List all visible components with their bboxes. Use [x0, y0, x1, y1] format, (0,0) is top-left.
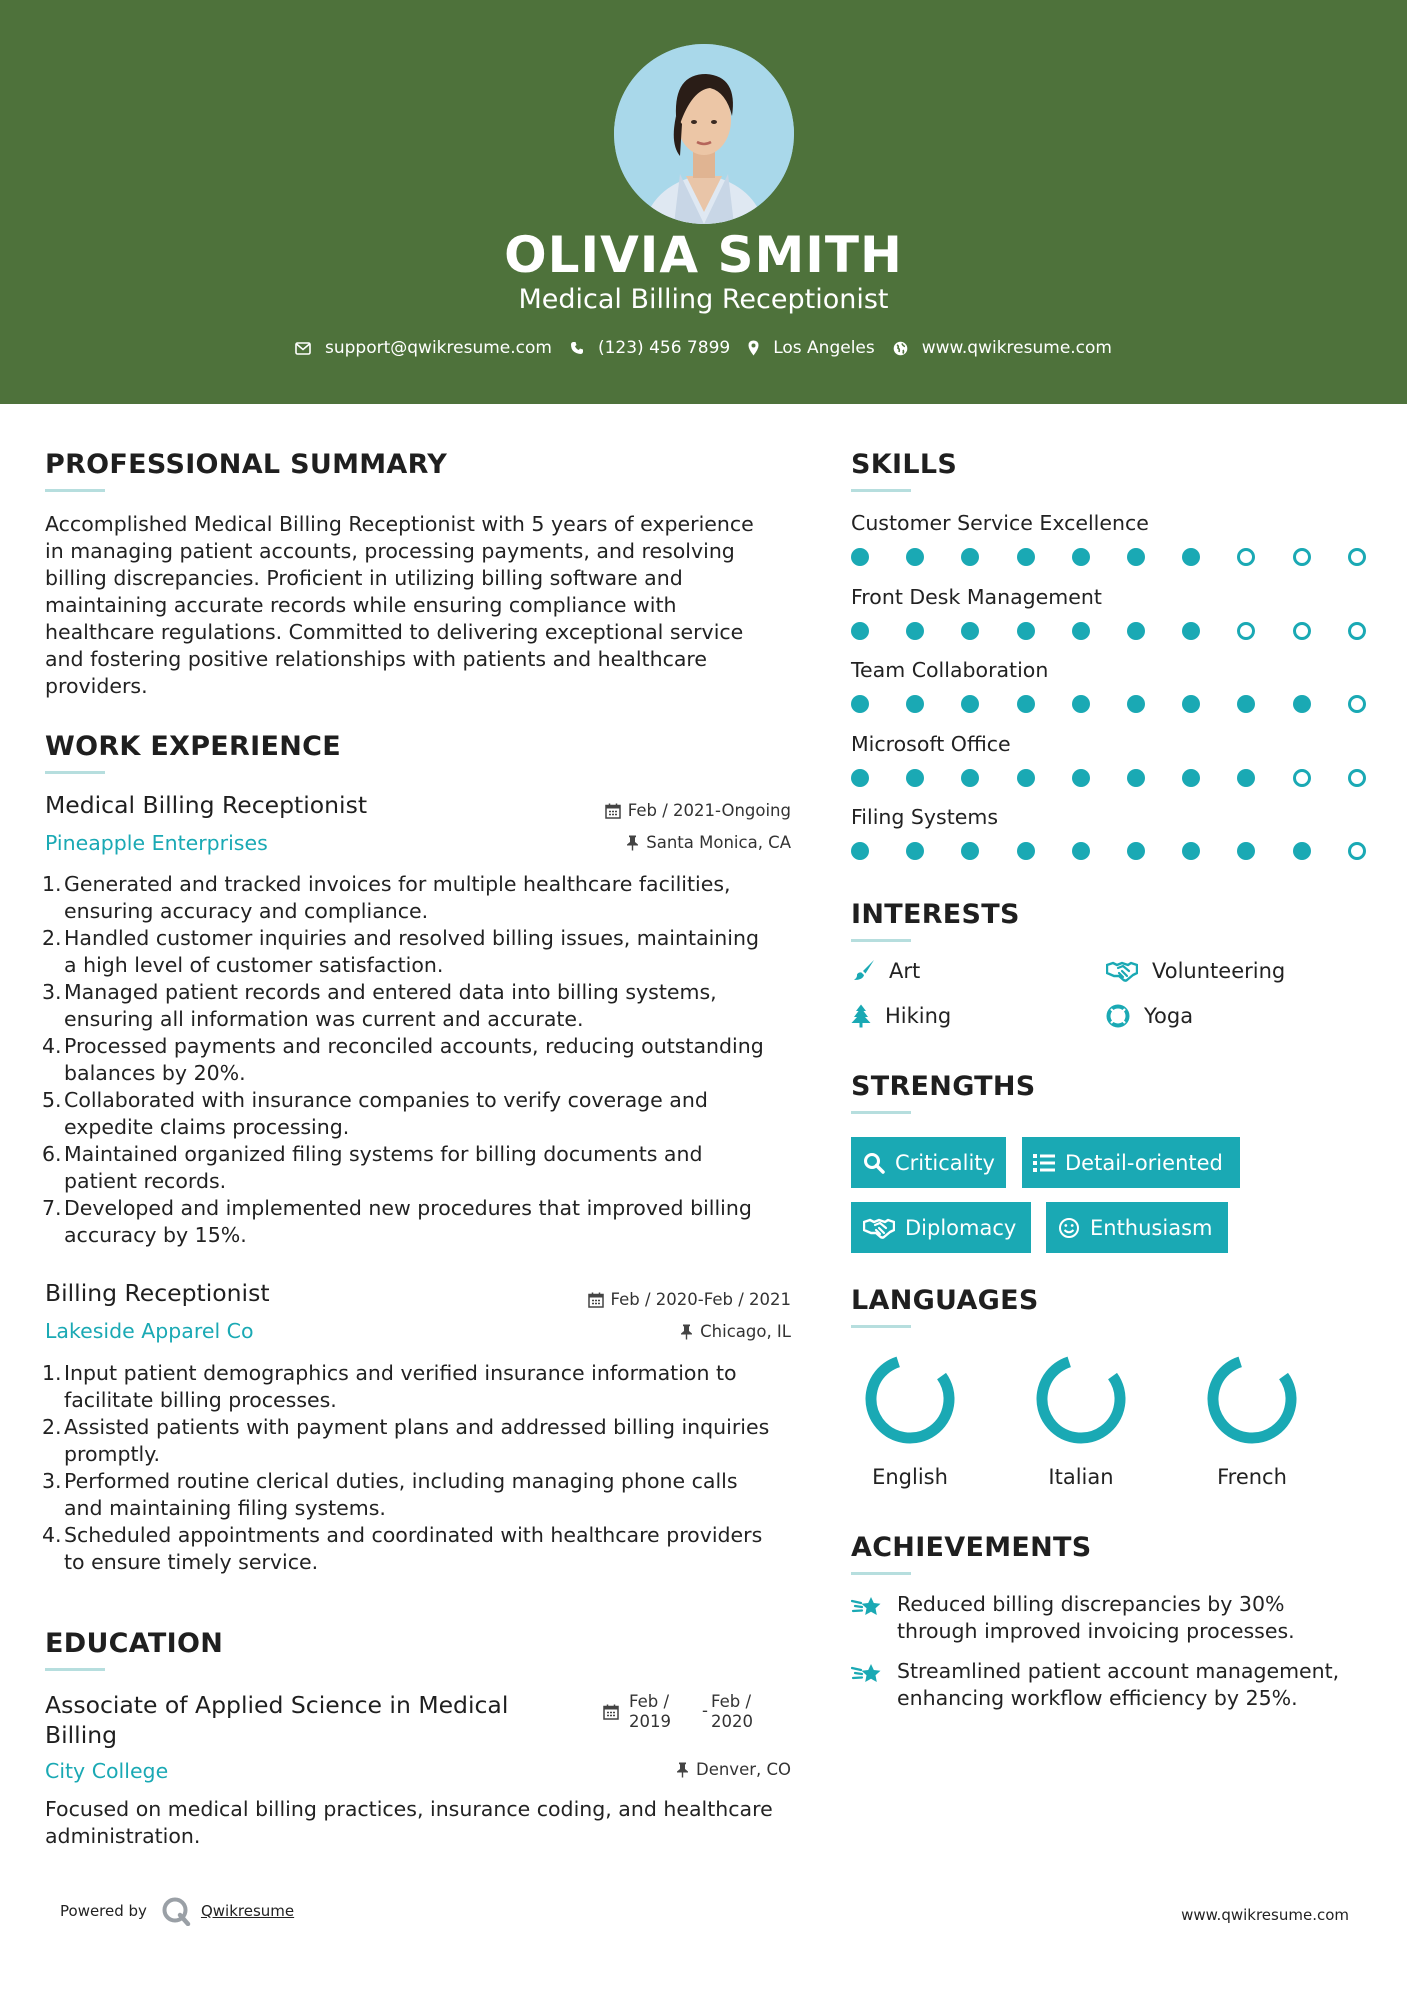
rating-dot-filled [1017, 842, 1035, 860]
interest-label: Hiking [885, 1004, 952, 1028]
contact-bar [0, 338, 1407, 358]
rating-dot-filled [961, 842, 979, 860]
interests-heading: INTERESTS [851, 899, 1020, 930]
degree-line: Associate of Applied Science in Medical [45, 1691, 509, 1719]
bullet-line: balances by 20%. [64, 1061, 246, 1085]
rating-dot-filled [906, 769, 924, 787]
bullet-line: and maintaining filing systems. [64, 1496, 386, 1520]
bullet-line: patient records. [64, 1169, 227, 1193]
rating-dot-filled [1293, 695, 1311, 713]
bullet-line: Generated and tracked invoices for multiple healthcare facilities, [64, 872, 731, 896]
description-line: Focused on medical billing practices, insurance coding, and healthcare [45, 1797, 773, 1821]
achievements-heading: ACHIEVEMENTS [851, 1532, 1092, 1563]
interest-item-hiking [851, 1004, 951, 1028]
language-ring-arc [1027, 1345, 1136, 1454]
school-name[interactable]: City College [45, 1759, 169, 1783]
rating-dot-filled [1072, 769, 1090, 787]
rating-dot-empty [1293, 548, 1311, 566]
skill-rating [851, 693, 1361, 715]
calendar-icon [603, 1704, 619, 1720]
summary-heading: PROFESSIONAL SUMMARY [45, 449, 448, 480]
language-ring-arc [856, 1345, 965, 1454]
rating-dot-filled [961, 695, 979, 713]
rating-dot-empty [1348, 842, 1366, 860]
rating-dot-filled [1182, 622, 1200, 640]
achievement-item [851, 1658, 1381, 1712]
qwikresume-logo-icon [161, 1896, 191, 1926]
language-label: French [1217, 1465, 1287, 1489]
achievement-line: Streamlined patient account management, [897, 1659, 1340, 1683]
job-dates [605, 801, 791, 820]
rating-dot-filled [1017, 622, 1035, 640]
pushpin-icon [680, 1324, 693, 1340]
achievement-text [897, 1658, 1339, 1712]
bullet-line: accuracy by 15%. [64, 1223, 247, 1247]
smile-icon [1058, 1217, 1080, 1239]
rating-dot-filled [1127, 769, 1145, 787]
achievement-line: enhancing workflow efficiency by 25%. [897, 1686, 1298, 1710]
rating-dot-filled [1072, 695, 1090, 713]
bullet-line: Processed payments and reconciled accounts, reducing outstanding [64, 1034, 764, 1058]
list-item: 4. Processed payments and reconciled accounts, reducing outstanding balances by 20%. [45, 1033, 805, 1087]
map-pin-icon [748, 340, 759, 356]
rating-dot-filled [1127, 622, 1145, 640]
rating-dot-filled [1017, 695, 1035, 713]
strength-label: Diplomacy [905, 1215, 1017, 1240]
summary-line: healthcare regulations. Committed to delivering exceptional service [45, 620, 744, 644]
bullet-line: Managed patient records and entered data into billing systems, [64, 980, 717, 1004]
rating-dot-filled [961, 622, 979, 640]
rating-dot-filled [851, 842, 869, 860]
bullet-line: Handled customer inquiries and resolved billing issues, maintaining [64, 926, 759, 950]
location-text: Los Angeles [773, 338, 875, 358]
bullet-line: Assisted patients with payment plans and addressed billing inquiries [64, 1415, 770, 1439]
rating-dot-filled [1182, 548, 1200, 566]
rating-dot-filled [1017, 769, 1035, 787]
interest-item-volunteering [1106, 959, 1285, 983]
strength-label: Criticality [895, 1150, 995, 1175]
strength-tag-diplomacy [851, 1202, 1031, 1253]
rating-dot-empty [1348, 695, 1366, 713]
bullet-line: Input patient demographics and verified insurance information to [64, 1361, 737, 1385]
achievement-line: through improved invoicing processes. [897, 1619, 1295, 1643]
summary-line: billing discrepancies. Proficient in utilizing billing software and [45, 566, 683, 590]
languages-heading: LANGUAGES [851, 1285, 1039, 1316]
job-company[interactable]: Pineapple Enterprises [45, 831, 268, 855]
rating-dot-filled [1072, 548, 1090, 566]
pushpin-icon [676, 1762, 689, 1778]
contact-website[interactable] [893, 338, 1112, 358]
paintbrush-icon [851, 959, 875, 983]
summary-line: Accomplished Medical Billing Receptionist with 5 years of experience [45, 512, 754, 536]
summary-text [45, 511, 785, 700]
job-dates [588, 1290, 791, 1309]
summary-line: and fostering positive relationships with patients and healthcare [45, 647, 707, 671]
contact-email[interactable] [295, 338, 552, 358]
skill-name: Front Desk Management [851, 584, 1102, 609]
rating-dot-filled [1182, 769, 1200, 787]
rating-dot-empty [1237, 548, 1255, 566]
degree-title [45, 1690, 508, 1750]
education-description [45, 1796, 805, 1850]
language-ring-chart [1026, 1344, 1136, 1454]
skill-name: Filing Systems [851, 805, 999, 829]
strengths-underline [851, 1111, 911, 1114]
bullet-line: a high level of customer satisfaction. [64, 953, 444, 977]
strength-tag-detail-oriented [1022, 1137, 1240, 1188]
interest-label: Art [889, 959, 921, 983]
candidate-name: OLIVIA SMITH [504, 226, 903, 284]
education-end [711, 1692, 771, 1732]
list-item: 1. Input patient demographics and verified insurance information to facilitate billing processes. [45, 1360, 805, 1414]
strength-label: Detail-oriented [1065, 1150, 1223, 1175]
rating-dot-filled [1182, 842, 1200, 860]
pushpin-icon [626, 835, 639, 851]
job-dates-text: Feb / 2021-Ongoing [627, 801, 791, 820]
rating-dot-filled [851, 622, 869, 640]
job-location [626, 833, 791, 852]
bullet-line: Maintained organized filing systems for billing documents and [64, 1142, 703, 1166]
summary-line: in managing patient accounts, processing payments, and resolving [45, 539, 735, 563]
degree-line: Billing [45, 1721, 118, 1749]
list-item: 1. Generated and tracked invoices for multiple healthcare facilities, ensuring accuracy and compliance. [45, 871, 805, 925]
lifebuoy-icon [1106, 1004, 1130, 1028]
candidate-role: Medical Billing Receptionist [518, 284, 889, 315]
interests-underline [851, 939, 911, 942]
education-location [676, 1760, 791, 1779]
rating-dot-empty [1293, 769, 1311, 787]
tree-icon [851, 1004, 871, 1028]
interest-item-yoga [1106, 1004, 1193, 1028]
list-item: 7. Developed and implemented new procedures that improved billing accuracy by 15%. [45, 1195, 805, 1249]
education-location-text: Denver, CO [695, 1760, 791, 1779]
rating-dot-filled [851, 548, 869, 566]
rating-dot-filled [961, 548, 979, 566]
job-bullets [42, 871, 805, 1249]
rating-dot-filled [1237, 842, 1255, 860]
list-item: 4. Scheduled appointments and coordinated with healthcare providers to ensure timely service. [45, 1522, 805, 1576]
powered-by-text: Powered by [60, 1902, 147, 1920]
contact-location [748, 338, 875, 358]
bullet-line: Collaborated with insurance companies to verify coverage and [64, 1088, 708, 1112]
skills-heading: SKILLS [851, 449, 958, 480]
rating-dot-empty [1348, 548, 1366, 566]
date-part: 2020 [711, 1712, 753, 1731]
rating-dot-empty [1348, 622, 1366, 640]
rating-dot-filled [906, 548, 924, 566]
strength-label: Enthusiasm [1090, 1215, 1213, 1240]
rating-dot-filled [961, 769, 979, 787]
interest-item-art [851, 959, 920, 983]
list-item: 3. Performed routine clerical duties, including managing phone calls and maintaining filing systems. [45, 1468, 805, 1522]
rating-dot-filled [851, 769, 869, 787]
email-text: support@qwikresume.com [325, 338, 552, 358]
rating-dot-empty [1293, 622, 1311, 640]
job-location-text: Chicago, IL [700, 1322, 791, 1341]
rating-dot-filled [1127, 842, 1145, 860]
bullet-line: facilitate billing processes. [64, 1388, 337, 1412]
languages-underline [851, 1325, 911, 1328]
interest-label: Yoga [1144, 1004, 1194, 1028]
date-part: Feb / [629, 1692, 670, 1711]
skill-rating [851, 840, 1361, 862]
strength-tag-enthusiasm [1046, 1202, 1228, 1253]
rating-dot-filled [1072, 842, 1090, 860]
contact-phone[interactable] [570, 338, 730, 358]
bullet-line: ensuring all information was current and accurate. [64, 1007, 584, 1031]
date-part: 2019 [629, 1712, 671, 1731]
job-bullets [42, 1360, 805, 1576]
profile-photo [614, 44, 794, 224]
summary-line: maintaining accurate records while ensuring compliance with [45, 593, 677, 617]
work-heading: WORK EXPERIENCE [45, 731, 341, 762]
rating-dot-filled [906, 842, 924, 860]
brand-link[interactable]: Qwikresume [200, 1902, 295, 1920]
phone-text: (123) 456 7899 [597, 338, 731, 358]
skill-rating [851, 546, 1361, 568]
bullet-line: to ensure timely service. [64, 1550, 319, 1574]
envelope-icon [295, 342, 311, 355]
phone-icon [570, 341, 584, 355]
rating-dot-empty [1348, 769, 1366, 787]
skill-rating [851, 620, 1361, 642]
rating-dot-filled [1182, 695, 1200, 713]
bullet-line: Performed routine clerical duties, including managing phone calls [64, 1469, 738, 1493]
list-item: 3. Managed patient records and entered data into billing systems, ensuring all information was current and accurate. [45, 979, 805, 1033]
rating-dot-empty [1237, 622, 1255, 640]
bullet-line: expedite claims processing. [64, 1115, 350, 1139]
job-title: Billing Receptionist [45, 1279, 270, 1307]
calendar-icon [588, 1292, 604, 1308]
language-ring [1197, 1344, 1307, 1458]
bullet-line: ensuring accuracy and compliance. [64, 899, 429, 923]
date-part: Feb / [711, 1692, 752, 1711]
search-icon [863, 1152, 885, 1174]
handshake-icon [1106, 960, 1138, 982]
website-text: www.qwikresume.com [921, 338, 1112, 358]
skill-name: Team Collaboration [851, 658, 1049, 682]
list-icon [1033, 1153, 1055, 1173]
rating-dot-filled [1293, 842, 1311, 860]
work-underline [45, 771, 105, 774]
strength-tag-criticality [851, 1137, 1006, 1188]
rating-dot-filled [1072, 622, 1090, 640]
rating-dot-filled [1237, 769, 1255, 787]
language-label: Italian [1048, 1465, 1114, 1489]
job-dates-text: Feb / 2020-Feb / 2021 [610, 1290, 791, 1309]
job-location [680, 1322, 791, 1341]
calendar-icon [605, 803, 621, 819]
bullet-line: promptly. [64, 1442, 160, 1466]
interest-label: Volunteering [1152, 959, 1286, 983]
rating-dot-filled [1237, 695, 1255, 713]
language-ring [855, 1344, 965, 1458]
rating-dot-filled [906, 622, 924, 640]
shooting-star-icon [851, 1592, 885, 1622]
summary-line: providers. [45, 674, 148, 698]
list-item: 2. Assisted patients with payment plans and addressed billing inquiries promptly. [45, 1414, 805, 1468]
achievement-item [851, 1591, 1371, 1645]
rating-dot-filled [1017, 548, 1035, 566]
job-location-text: Santa Monica, CA [646, 833, 791, 852]
skill-name: Customer Service Excellence [851, 511, 1149, 535]
footer-url[interactable]: www.qwikresume.com [1181, 1906, 1349, 1924]
job-title: Medical Billing Receptionist [45, 791, 368, 819]
job-company[interactable]: Lakeside Apparel Co [45, 1319, 254, 1343]
language-ring-chart [855, 1344, 965, 1454]
education-underline [45, 1668, 105, 1671]
description-line: administration. [45, 1824, 201, 1848]
language-ring-chart [1197, 1344, 1307, 1454]
rating-dot-filled [906, 695, 924, 713]
list-item: 5. Collaborated with insurance companies to verify coverage and expedite claims processing. [45, 1087, 805, 1141]
shooting-star-icon [851, 1659, 885, 1689]
language-ring-arc [1198, 1345, 1307, 1454]
skill-name: Microsoft Office [851, 731, 1011, 756]
achievement-line: Reduced billing discrepancies by 30% [897, 1592, 1285, 1616]
language-label: English [872, 1465, 948, 1489]
bullet-line: Scheduled appointments and coordinated with healthcare providers [64, 1523, 763, 1547]
resume-header [0, 0, 1407, 404]
list-item: 6. Maintained organized filing systems for billing documents and patient records. [45, 1141, 805, 1195]
globe-icon [893, 341, 908, 356]
skill-rating [851, 767, 1361, 789]
achievement-text [897, 1591, 1295, 1645]
strengths-heading: STRENGTHS [851, 1071, 1036, 1102]
bullet-line: Developed and implemented new procedures that improved billing [64, 1196, 752, 1220]
rating-dot-filled [851, 695, 869, 713]
handshake-icon [863, 1217, 895, 1239]
education-heading: EDUCATION [45, 1628, 224, 1659]
footer-powered-by [60, 1896, 294, 1926]
rating-dot-filled [1127, 695, 1145, 713]
rating-dot-filled [1127, 548, 1145, 566]
language-ring [1026, 1344, 1136, 1458]
skills-underline [851, 489, 911, 492]
achievements-underline [851, 1572, 911, 1575]
education-start [629, 1692, 689, 1732]
summary-underline [45, 489, 105, 492]
date-separator: - [702, 1701, 708, 1720]
list-item: 2. Handled customer inquiries and resolved billing issues, maintaining a high level of customer satisfaction. [45, 925, 805, 979]
